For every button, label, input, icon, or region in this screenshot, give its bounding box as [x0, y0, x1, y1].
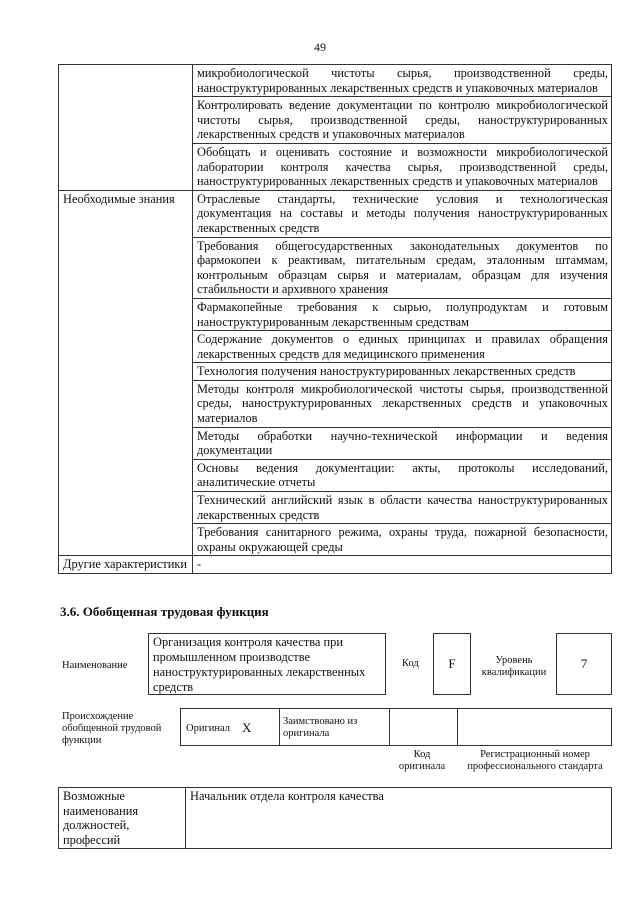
table-row [59, 788, 612, 849]
knowledge-item: Технический английский язык в области качества наноструктурированных лекарственных средств [193, 492, 612, 524]
level-label: Уровень квалификации [481, 655, 547, 678]
original-label: Оригинал [186, 723, 230, 734]
reg-number-caption: Регистрационный номер профессионального стандарта [467, 749, 603, 772]
action-item: Контролировать ведение документации по контролю микробиологической чистоты сырья, производственной среды, наноструктурированных лекарственных средств и упаковочных материалов [193, 97, 612, 144]
level-value: 7 [556, 633, 612, 695]
function-name-box [148, 633, 386, 695]
original-mark: X [242, 720, 252, 735]
positions-table [58, 787, 612, 849]
code-label: Код [402, 658, 419, 669]
code-caption: Код оригинала [398, 749, 446, 772]
requirements-table [58, 64, 612, 574]
table-row [59, 65, 612, 97]
positions-value: Начальник отдела контроля качества [186, 788, 612, 849]
table-row [59, 190, 612, 237]
table-row [59, 556, 612, 574]
knowledge-item: Требования санитарного режима, охраны труда, пожарной безопасности, охраны окружающей среды [193, 524, 612, 556]
knowledge-item: Методы обработки научно-технической информации и ведения документации [193, 427, 612, 459]
knowledge-item: Основы ведения документации: акты, протоколы исследований, аналитические отчеты [193, 459, 612, 491]
origin-label: Происхождение обобщенной трудовой функции [62, 711, 162, 746]
knowledge-item: Методы контроля микробиологической чистоты сырья, производственной среды, наноструктурированных лекарственных средств и упаковочных материалов [193, 380, 612, 427]
action-item: Обобщать и оценивать состояние и возможности микробиологической лаборатории контроля качества сырья, производственной среды, наноструктурированных лекарственных средств и упаковочных материалов [193, 143, 612, 190]
function-name: Организация контроля качества при промышленном производстве наноструктурированных лекарственных средств [153, 635, 366, 694]
knowledge-item: Отраслевые стандарты, технические условия и технологическая документация на составы и методы получения наноструктурированных лекарственных средств [193, 190, 612, 237]
name-label: Наименование [62, 660, 128, 671]
knowledge-item: Технология получения наноструктурированных лекарственных средств [193, 363, 612, 381]
knowledge-item: Содержание документов о единых принципах и правилах обращения лекарственных средств для медицинского применения [193, 331, 612, 363]
empty-label-cell [59, 65, 193, 191]
section-title: 3.6. Обобщенная трудовая функция [60, 604, 269, 619]
other-value: - [193, 556, 612, 574]
positions-label: Возможные наименования должностей, профессий [59, 788, 186, 849]
borrowed-label: Заимствовано из оригинала [283, 716, 358, 739]
action-item: микробиологической чистоты сырья, производственной среды, наноструктурированных лекарственных средств и упаковочных материалов [193, 65, 612, 97]
knowledge-item: Требования общегосударственных законодательных документов по фармокопеи к реактивам, питательным средам, эталонным штаммам, контрольным образцам сырья и материалам, образцам для изучения стабильности и архивного хранения [193, 237, 612, 298]
code-value: F [433, 633, 471, 695]
other-label: Другие характеристики [59, 556, 193, 574]
knowledge-item: Фармакопейные требования к сырью, полупродуктам и готовым наноструктурированным лекарственным средствам [193, 298, 612, 330]
page-number: 49 [314, 40, 326, 54]
knowledge-label: Необходимые знания [59, 190, 193, 556]
